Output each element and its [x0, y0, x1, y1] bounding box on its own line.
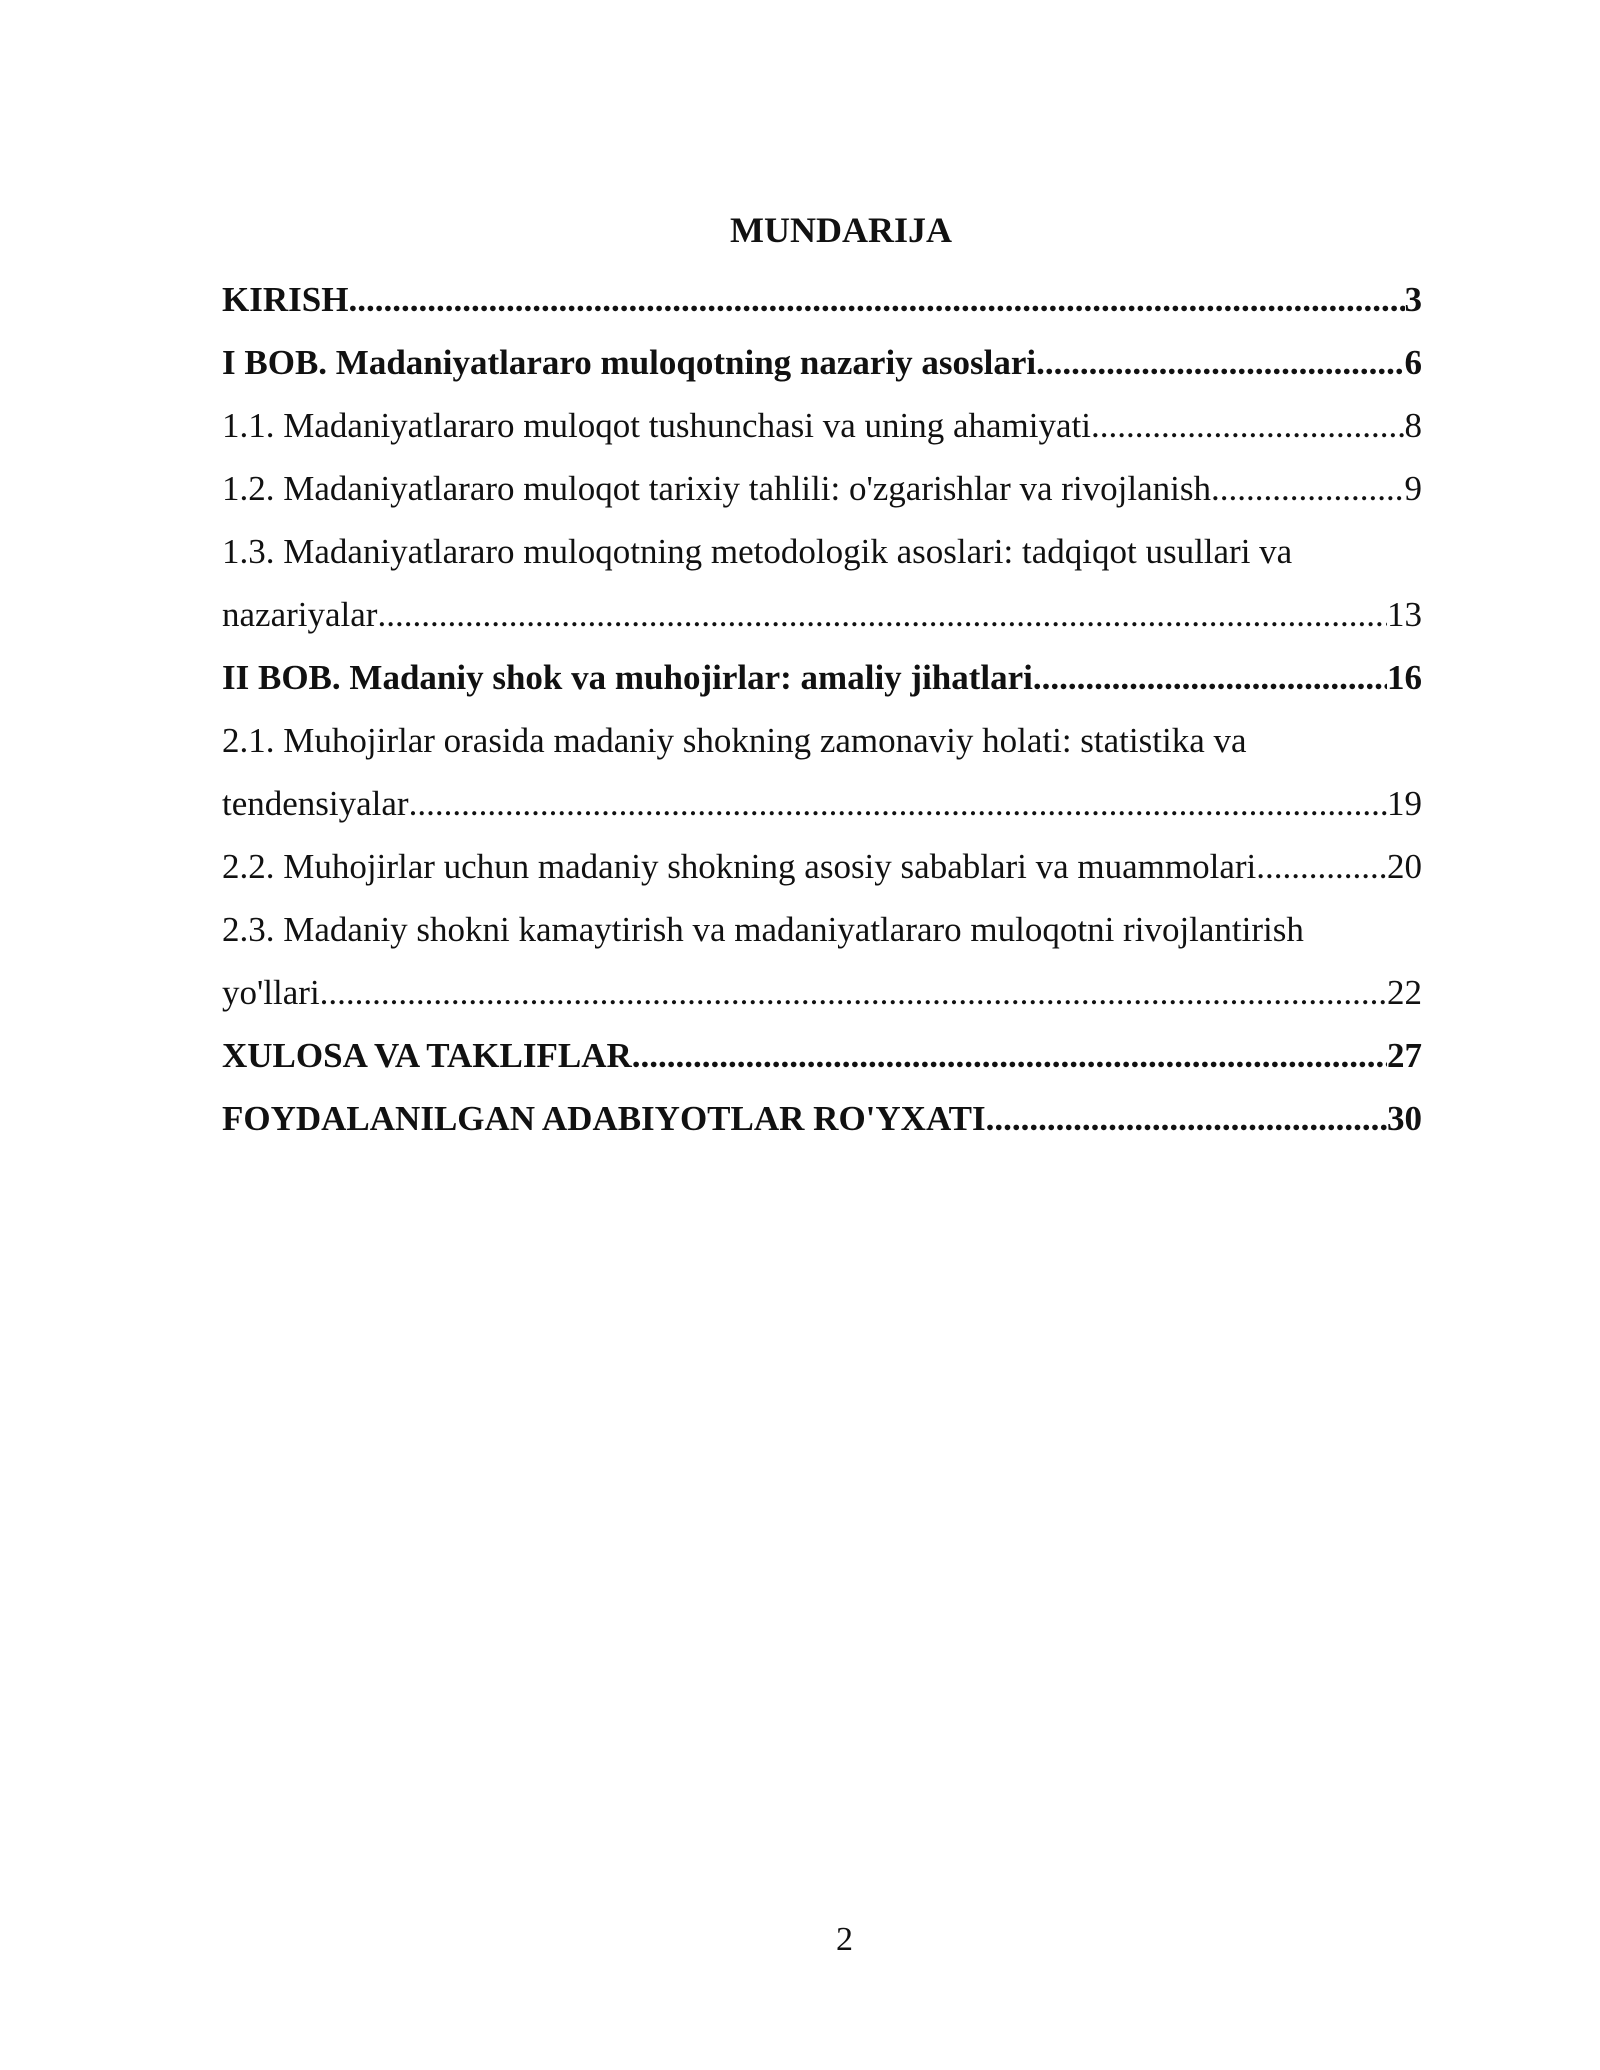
dot-leader [1256, 835, 1387, 898]
toc-entry-text: nazariyalar [222, 595, 378, 634]
toc-entry-section-1-3 [222, 520, 1422, 646]
toc-entry-page: 20 [1387, 847, 1422, 886]
dot-leader [632, 1024, 1387, 1087]
dot-leader [1033, 646, 1387, 709]
toc-entry-text: I BOB. Madaniyatlararo muloqotning nazariy asoslari [222, 343, 1037, 382]
toc-entry-page: 6 [1404, 343, 1422, 382]
toc-entry-section-2-2 [222, 835, 1422, 898]
dot-leader [986, 1087, 1387, 1150]
dot-leader [409, 772, 1387, 835]
toc-entry-text-first-line: 2.1. Muhojirlar orasida madaniy shokning zamonaviy holati: statistika va [222, 721, 1247, 760]
dot-leader [1211, 457, 1405, 520]
toc-title: MUNDARIJA [730, 210, 952, 250]
toc-entry-page: 9 [1404, 469, 1422, 508]
toc-entry-section-1-1 [222, 394, 1422, 457]
toc-entry-text: yo'llari [222, 973, 320, 1012]
toc-entry-page: 16 [1387, 658, 1422, 697]
toc-entry-text: tendensiyalar [222, 784, 409, 823]
toc-entry-chapter-1 [222, 331, 1422, 394]
dot-leader [1036, 331, 1404, 394]
toc-entry-text: FOYDALANILGAN ADABIYOTLAR RO'YXATI [222, 1099, 986, 1138]
dot-leader [320, 961, 1387, 1024]
toc-entry-references [222, 1087, 1422, 1150]
table-of-contents [222, 268, 1422, 1150]
toc-entry-page: 13 [1387, 595, 1422, 634]
toc-entry-text: 1.2. Madaniyatlararo muloqot tarixiy tahlili: o'zgarishlar va rivojlanish [222, 469, 1211, 508]
dot-leader [377, 583, 1387, 646]
toc-entry-kirish [222, 268, 1422, 331]
toc-entry-text: 2.2. Muhojirlar uchun madaniy shokning asosiy sabablari va muammolari [222, 847, 1257, 886]
page-number: 2 [836, 1921, 853, 1958]
toc-entry-chapter-2 [222, 646, 1422, 709]
toc-entry-page: 3 [1404, 280, 1422, 319]
toc-entry-page: 8 [1404, 406, 1422, 445]
toc-entry-section-1-2 [222, 457, 1422, 520]
toc-entry-text: 1.1. Madaniyatlararo muloqot tushunchasi va uning ahamiyati [222, 406, 1091, 445]
toc-entry-page: 30 [1387, 1099, 1422, 1138]
toc-entry-text: XULOSA VA TAKLIFLAR [222, 1036, 632, 1075]
toc-entry-section-2-1 [222, 709, 1422, 835]
toc-entry-conclusion [222, 1024, 1422, 1087]
toc-entry-text: II BOB. Madaniy shok va muhojirlar: amaliy jihatlari [222, 658, 1033, 697]
toc-entry-text: KIRISH [222, 280, 349, 319]
toc-entry-text-first-line: 2.3. Madaniy shokni kamaytirish va madaniyatlararo muloqotni rivojlantirish [222, 910, 1304, 949]
dot-leader [1091, 394, 1405, 457]
dot-leader [348, 268, 1404, 331]
toc-entry-section-2-3 [222, 898, 1422, 1024]
toc-entry-page: 27 [1387, 1036, 1422, 1075]
toc-entry-page: 22 [1387, 973, 1422, 1012]
toc-entry-page: 19 [1387, 784, 1422, 823]
toc-entry-text-first-line: 1.3. Madaniyatlararo muloqotning metodologik asoslari: tadqiqot usullari va [222, 532, 1293, 571]
